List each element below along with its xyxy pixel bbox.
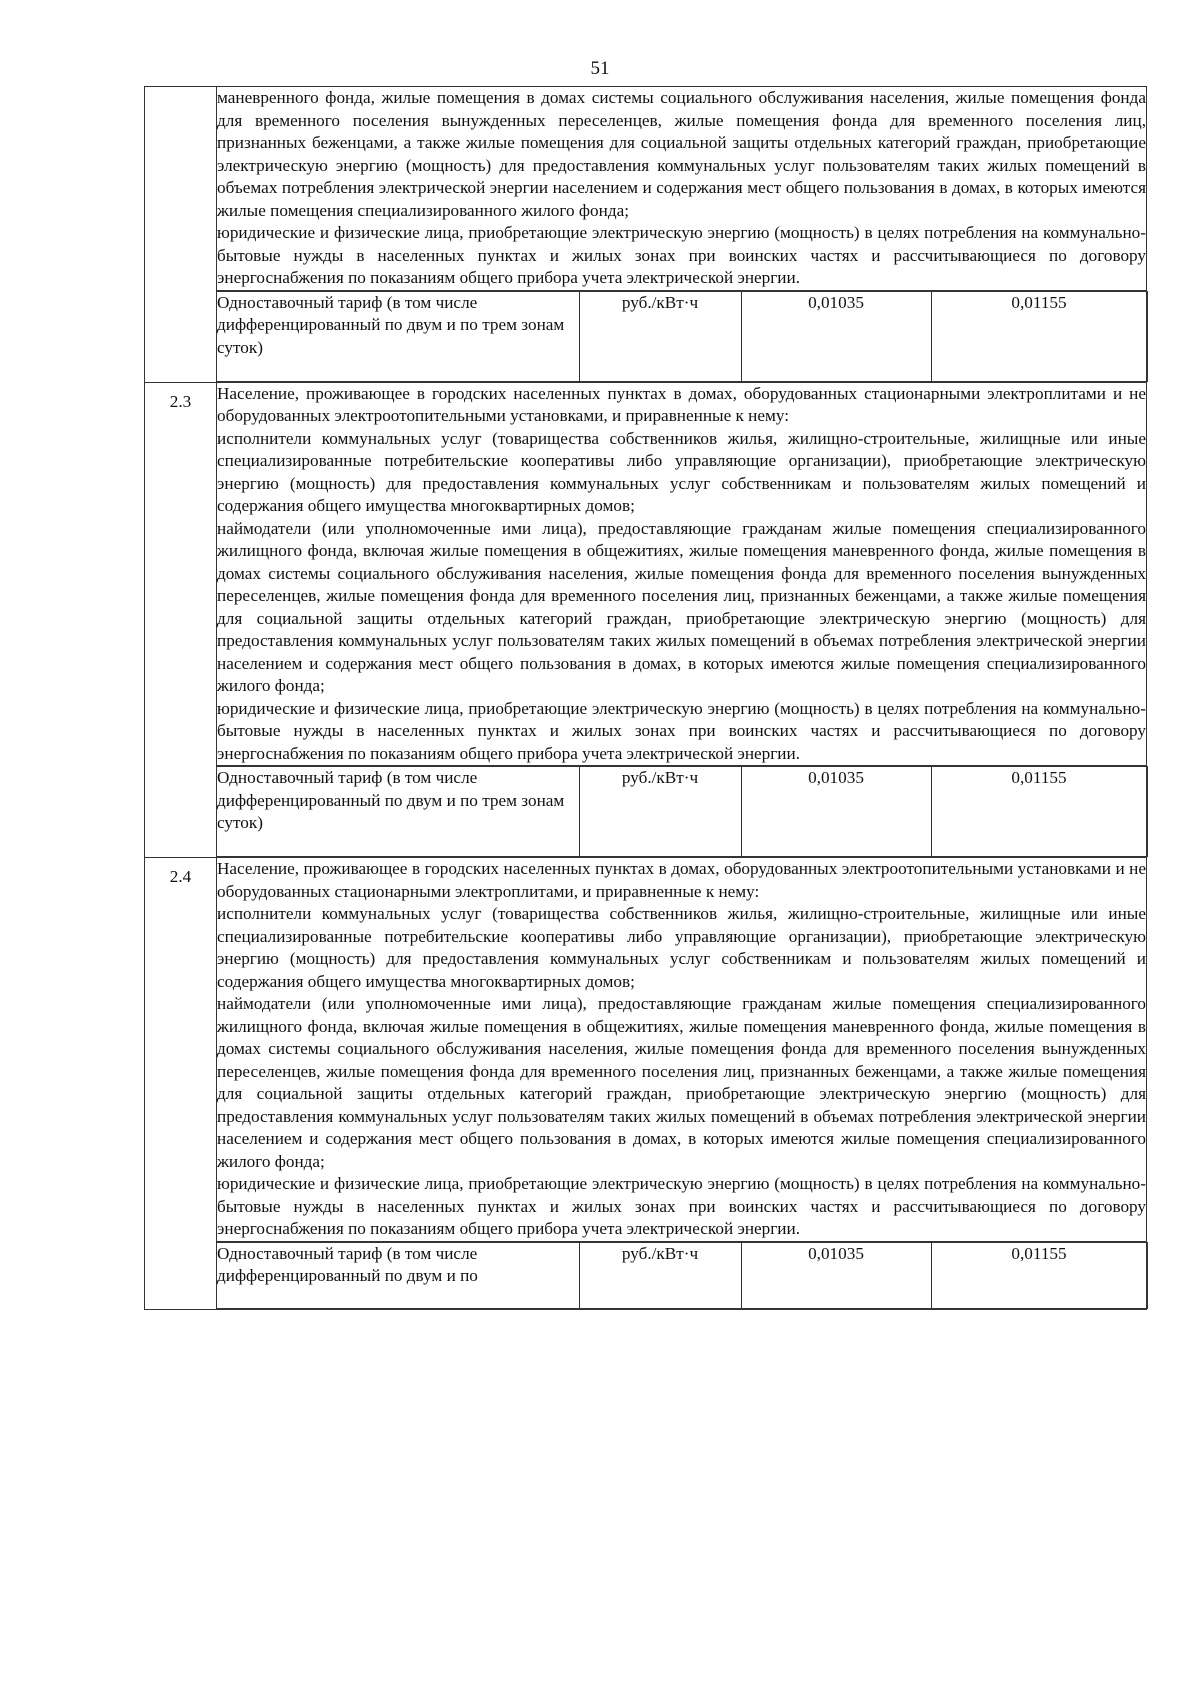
tariff-unit: руб./кВт·ч (579, 291, 741, 381)
row-number (145, 87, 217, 383)
paragraph: исполнители коммунальных услуг (товарищества собственников жилья, жилищно-строительные, жилищные или иные специализированные потребительские кооперативы либо управляющие организации), приобретающие электрическую энергию (мощность) для предоставления коммунальных услуг собственникам и пользователям жилых помещений и содержания общего имущества многоквартирных домов; (217, 904, 1146, 991)
tariff-unit: руб./кВт·ч (579, 1242, 741, 1308)
tariff-value-1: 0,01035 (741, 767, 931, 857)
row-description (217, 382, 1147, 766)
tariff-name: Одноставочный тариф (в том числе дифференцированный по двум и по трем зонам суток) (217, 767, 579, 857)
paragraph: маневренного фонда, жилые помещения в домах системы социального обслуживания населения, жилые помещения фонда для временного поселения вынужденных переселенцев, жилые помещения фонда для временного поселения лиц, признанных беженцами, а также жилые помещения для социальной защиты отдельных категорий граждан, приобретающие электрическую энергию (мощность) для предоставления коммунальных услуг пользователям таких жилых помещений в объемах потребления электрической энергии населением и содержания мест общего пользования в домах, в которых имеются жилые помещения специализированного жилого фонда; (217, 88, 1146, 220)
row-description (217, 858, 1147, 1242)
table-row (145, 858, 1147, 1242)
tariff-row (145, 1241, 1147, 1309)
row-number: 2.4 (145, 858, 217, 1310)
paragraph: наймодатели (или уполномоченные ими лица), предоставляющие гражданам жилые помещения специализированного жилищного фонда, включая жилые помещения в общежитиях, жилые помещения маневренного фонда, жилые помещения в домах системы социального обслуживания населения, жилые помещения фонда для временного поселения вынужденных переселенцев, жилые помещения фонда для временного поселения лиц, признанных беженцами, а также жилые помещения для социальной защиты отдельных категорий граждан, приобретающие электрическую энергию (мощность) для предоставления коммунальных услуг пользователям таких жилых помещений в объемах потребления электрической энергии населением и содержания мест общего пользования в домах, в которых имеются жилые помещения специализированного жилого фонда; (217, 518, 1146, 695)
tariff-name: Одноставочный тариф (в том числе дифференцированный по двум и по (217, 1242, 579, 1308)
paragraph: юридические и физические лица, приобретающие электрическую энергию (мощность) в целях потребления на коммунально-бытовые нужды в населенных пунктах и жилых зонах при воинских частях и рассчитывающиеся по договору энергоснабжения по показаниям общего прибора учета электрической энергии. (217, 1174, 1146, 1238)
table-row (145, 87, 1147, 291)
tariff-value-2: 0,01155 (931, 767, 1147, 857)
paragraph: юридические и физические лица, приобретающие электрическую энергию (мощность) в целях потребления на коммунально-бытовые нужды в населенных пунктах и жилых зонах при воинских частях и рассчитывающиеся по договору энергоснабжения по показаниям общего прибора учета электрической энергии. (217, 698, 1146, 763)
page-number: 51 (590, 58, 610, 79)
paragraph: наймодатели (или уполномоченные ими лица), предоставляющие гражданам жилые помещения специализированного жилищного фонда, включая жилые помещения в общежитиях, жилые помещения маневренного фонда, жилые помещения в домах системы социального обслуживания населения, жилые помещения фонда для временного поселения вынужденных переселенцев, жилые помещения фонда для временного поселения лиц, признанных беженцами, а также жилые помещения для социальной защиты отдельных категорий граждан, приобретающие электрическую энергию (мощность) для предоставления коммунальных услуг пользователям таких жилых помещений в объемах потребления электрической энергии населением и содержания мест общего пользования в домах, в которых имеются жилые помещения специализированного жилого фонда; (217, 994, 1146, 1171)
row-number: 2.3 (145, 382, 217, 858)
paragraph: исполнители коммунальных услуг (товарищества собственников жилья, жилищно-строительные, жилищные или иные специализированные потребительские кооперативы либо управляющие организации), приобретающие электрическую энергию (мощность) для предоставления коммунальных услуг собственникам и пользователям жилых помещений и содержания общего имущества многоквартирных домов; (217, 428, 1146, 515)
tariff-row (145, 766, 1147, 858)
tariff-name: Одноставочный тариф (в том числе дифференцированный по двум и по трем зонам суток) (217, 291, 579, 381)
paragraph: юридические и физические лица, приобретающие электрическую энергию (мощность) в целях потребления на коммунально-бытовые нужды в населенных пунктах и жилых зонах при воинских частях и рассчитывающиеся по договору энергоснабжения по показаниям общего прибора учета электрической энергии. (217, 223, 1146, 287)
tariff-table (144, 86, 1147, 1310)
tariff-value-1: 0,01035 (741, 1242, 931, 1308)
table-row (145, 382, 1147, 766)
tariff-value-1: 0,01035 (741, 291, 931, 381)
tariff-unit: руб./кВт·ч (579, 767, 741, 857)
tariff-value-2: 0,01155 (931, 1242, 1147, 1308)
tariff-row (145, 290, 1147, 382)
paragraph: Население, проживающее в городских населенных пунктах в домах, оборудованных электроотопительными установками и не оборудованных стационарными электроплитами, и приравненные к нему: (217, 859, 1146, 901)
paragraph: Население, проживающее в городских населенных пунктах в домах, оборудованных стационарными электроплитами и не оборудованных электроотопительными установками, и приравненные к нему: (217, 383, 1146, 425)
row-description (217, 87, 1147, 291)
tariff-value-2: 0,01155 (931, 291, 1147, 381)
